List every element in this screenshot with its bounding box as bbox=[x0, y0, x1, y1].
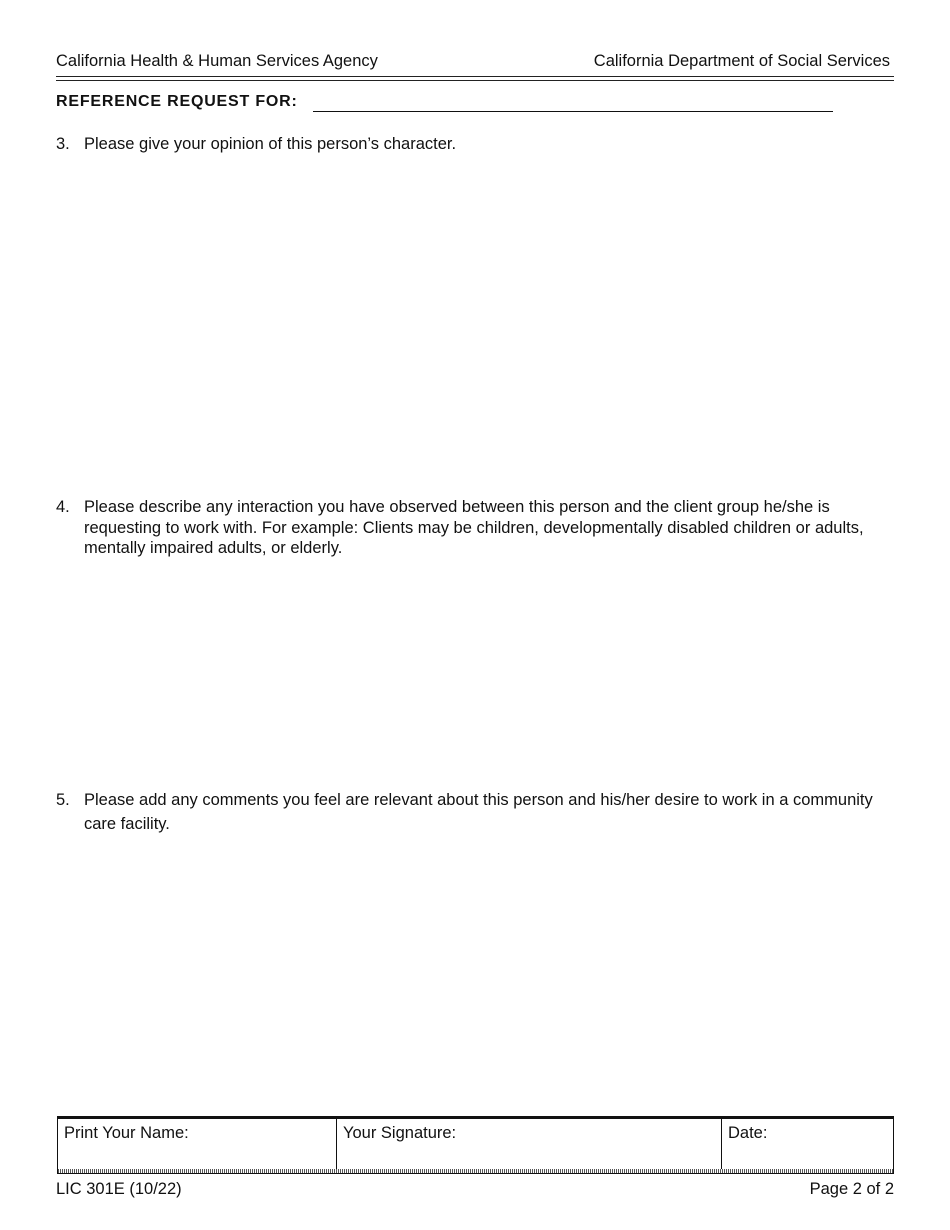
question-number: 5. bbox=[56, 791, 70, 809]
date-field[interactable] bbox=[722, 1119, 893, 1174]
signature-label: Your Signature: bbox=[343, 1124, 457, 1142]
signature-block bbox=[57, 1116, 894, 1174]
header-divider bbox=[56, 80, 894, 81]
reference-request-field[interactable] bbox=[313, 111, 833, 112]
question-number: 4. bbox=[56, 498, 70, 516]
reference-request-label: REFERENCE REQUEST FOR: bbox=[56, 93, 298, 110]
department-name: California Department of Social Services bbox=[593, 52, 890, 70]
question-5 bbox=[56, 788, 901, 836]
form-id: LIC 301E (10/22) bbox=[56, 1180, 182, 1198]
question-text: Please add any comments you feel are relevant about this person and his/her desire to work in a community care facility. bbox=[84, 791, 873, 833]
header-divider bbox=[56, 76, 894, 77]
signature-block-border bbox=[58, 1169, 893, 1174]
question-text: Please give your opinion of this person’s character. bbox=[84, 135, 457, 153]
question-3 bbox=[56, 134, 901, 155]
page-number: Page 2 of 2 bbox=[809, 1180, 894, 1198]
agency-name: California Health & Human Services Agency bbox=[56, 52, 378, 70]
question-4 bbox=[56, 497, 901, 559]
question-text: Please describe any interaction you have observed between this person and the client group he/she is requesting to work with. For example: Clients may be children, developmentally disabled children or adults, mentally impaired adults, or elderly. bbox=[84, 498, 864, 557]
print-name-field[interactable] bbox=[58, 1119, 337, 1174]
print-name-label: Print Your Name: bbox=[64, 1124, 189, 1142]
signature-field[interactable] bbox=[337, 1119, 722, 1174]
date-label: Date: bbox=[728, 1124, 768, 1142]
page-header bbox=[56, 52, 890, 74]
question-number: 3. bbox=[56, 135, 70, 153]
